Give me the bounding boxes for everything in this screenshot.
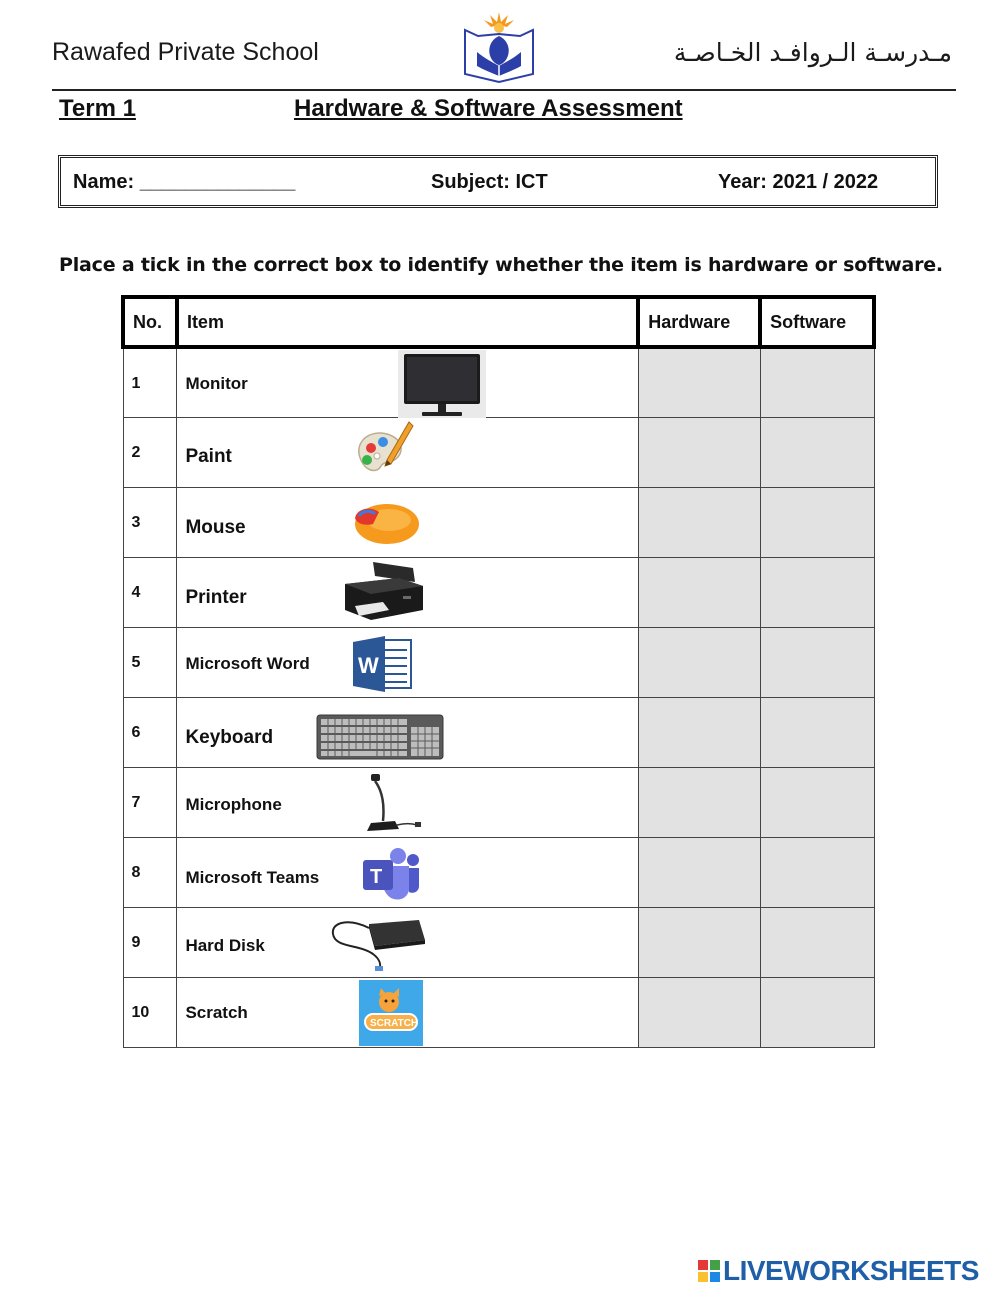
column-header-item: Item xyxy=(177,297,638,347)
table-row xyxy=(123,977,874,1047)
microsoft-word-icon xyxy=(353,636,415,692)
table-row xyxy=(123,767,874,837)
hardware-answer-box[interactable] xyxy=(638,347,760,417)
table-row xyxy=(123,697,874,767)
item-label: Monitor xyxy=(185,374,248,393)
column-header-software: Software xyxy=(760,297,874,347)
hardware-software-table xyxy=(121,295,876,1048)
hardware-answer-box[interactable] xyxy=(638,907,760,977)
term-label: Term 1 xyxy=(59,95,136,122)
item-cell xyxy=(177,767,638,837)
row-number: 10 xyxy=(123,977,177,1047)
software-answer-box[interactable] xyxy=(760,977,874,1047)
hardware-answer-box[interactable] xyxy=(638,977,760,1047)
item-label: Keyboard xyxy=(185,726,274,748)
svg-text:W: W xyxy=(358,652,380,678)
hardware-answer-box[interactable] xyxy=(638,417,760,487)
hardware-answer-box[interactable] xyxy=(638,697,760,767)
column-header-no: No. xyxy=(123,297,177,347)
row-number: 6 xyxy=(123,697,177,767)
liveworksheets-cubes-icon xyxy=(697,1259,721,1283)
item-cell xyxy=(177,627,638,697)
school-logo-icon xyxy=(460,10,538,86)
row-number: 7 xyxy=(123,767,177,837)
assessment-title: Hardware & Software Assessment xyxy=(294,95,683,122)
table-row xyxy=(123,417,874,487)
item-cell xyxy=(177,557,638,627)
column-header-hardware: Hardware xyxy=(638,297,760,347)
item-label: Printer xyxy=(185,586,247,608)
microsoft-teams-icon xyxy=(361,846,421,902)
table-row xyxy=(123,347,874,417)
item-label: Paint xyxy=(185,445,232,467)
hardware-answer-box[interactable] xyxy=(638,767,760,837)
student-info-box xyxy=(58,155,938,208)
liveworksheets-logo xyxy=(697,1256,979,1286)
table-row xyxy=(123,557,874,627)
software-answer-box[interactable] xyxy=(760,907,874,977)
scratch-icon xyxy=(359,980,423,1046)
software-answer-box[interactable] xyxy=(760,487,874,557)
hardware-answer-box[interactable] xyxy=(638,837,760,907)
header-divider xyxy=(52,89,956,91)
row-number: 8 xyxy=(123,837,177,907)
mouse-icon xyxy=(345,496,423,550)
item-cell xyxy=(177,907,638,977)
hardware-answer-box[interactable] xyxy=(638,557,760,627)
instruction-text: Place a tick in the correct box to identify whether the item is hardware or software. xyxy=(59,254,943,276)
row-number: 2 xyxy=(123,417,177,487)
item-label: Microsoft Word xyxy=(185,653,310,673)
hardware-answer-box[interactable] xyxy=(638,627,760,697)
software-answer-box[interactable] xyxy=(760,627,874,697)
row-number: 3 xyxy=(123,487,177,557)
table-row xyxy=(123,907,874,977)
item-label: Mouse xyxy=(185,516,246,538)
item-label: Scratch xyxy=(185,1002,248,1022)
item-cell xyxy=(177,697,638,767)
table-header-row xyxy=(123,297,874,347)
keyboard-icon xyxy=(316,714,444,760)
microphone-icon xyxy=(357,771,423,835)
row-number: 4 xyxy=(123,557,177,627)
table-row xyxy=(123,627,874,697)
hard-disk-icon xyxy=(329,914,427,972)
software-answer-box[interactable] xyxy=(760,767,874,837)
hardware-answer-box[interactable] xyxy=(638,487,760,557)
item-cell xyxy=(177,837,638,907)
svg-text:SCRATCH: SCRATCH xyxy=(370,1017,419,1029)
row-number: 5 xyxy=(123,627,177,697)
item-cell xyxy=(177,417,638,487)
software-answer-box[interactable] xyxy=(760,417,874,487)
monitor-icon xyxy=(398,350,486,418)
year-label: Year: 2021 / 2022 xyxy=(718,171,879,193)
software-answer-box[interactable] xyxy=(760,347,874,417)
item-cell xyxy=(177,487,638,557)
svg-text:T: T xyxy=(370,865,383,888)
name-field[interactable]: Name: ______________ xyxy=(73,171,296,193)
row-number: 9 xyxy=(123,907,177,977)
item-cell xyxy=(177,977,638,1047)
table-row xyxy=(123,837,874,907)
page-header xyxy=(0,0,1000,92)
school-name-arabic: مـدرسـة الـروافـد الخـاصـة xyxy=(673,38,952,67)
item-label: Hard Disk xyxy=(185,935,265,955)
item-label: Microphone xyxy=(185,794,282,814)
subject-label: Subject: ICT xyxy=(431,171,548,193)
item-cell xyxy=(177,347,638,417)
table-row xyxy=(123,487,874,557)
item-label: Microsoft Teams xyxy=(185,867,320,887)
paint-palette-icon xyxy=(351,420,417,484)
printer-icon xyxy=(343,560,427,624)
software-answer-box[interactable] xyxy=(760,557,874,627)
liveworksheets-brand: LIVEWORKSHEETS xyxy=(723,1255,979,1286)
row-number: 1 xyxy=(123,347,177,417)
school-name-english: Rawafed Private School xyxy=(52,38,319,66)
software-answer-box[interactable] xyxy=(760,697,874,767)
software-answer-box[interactable] xyxy=(760,837,874,907)
